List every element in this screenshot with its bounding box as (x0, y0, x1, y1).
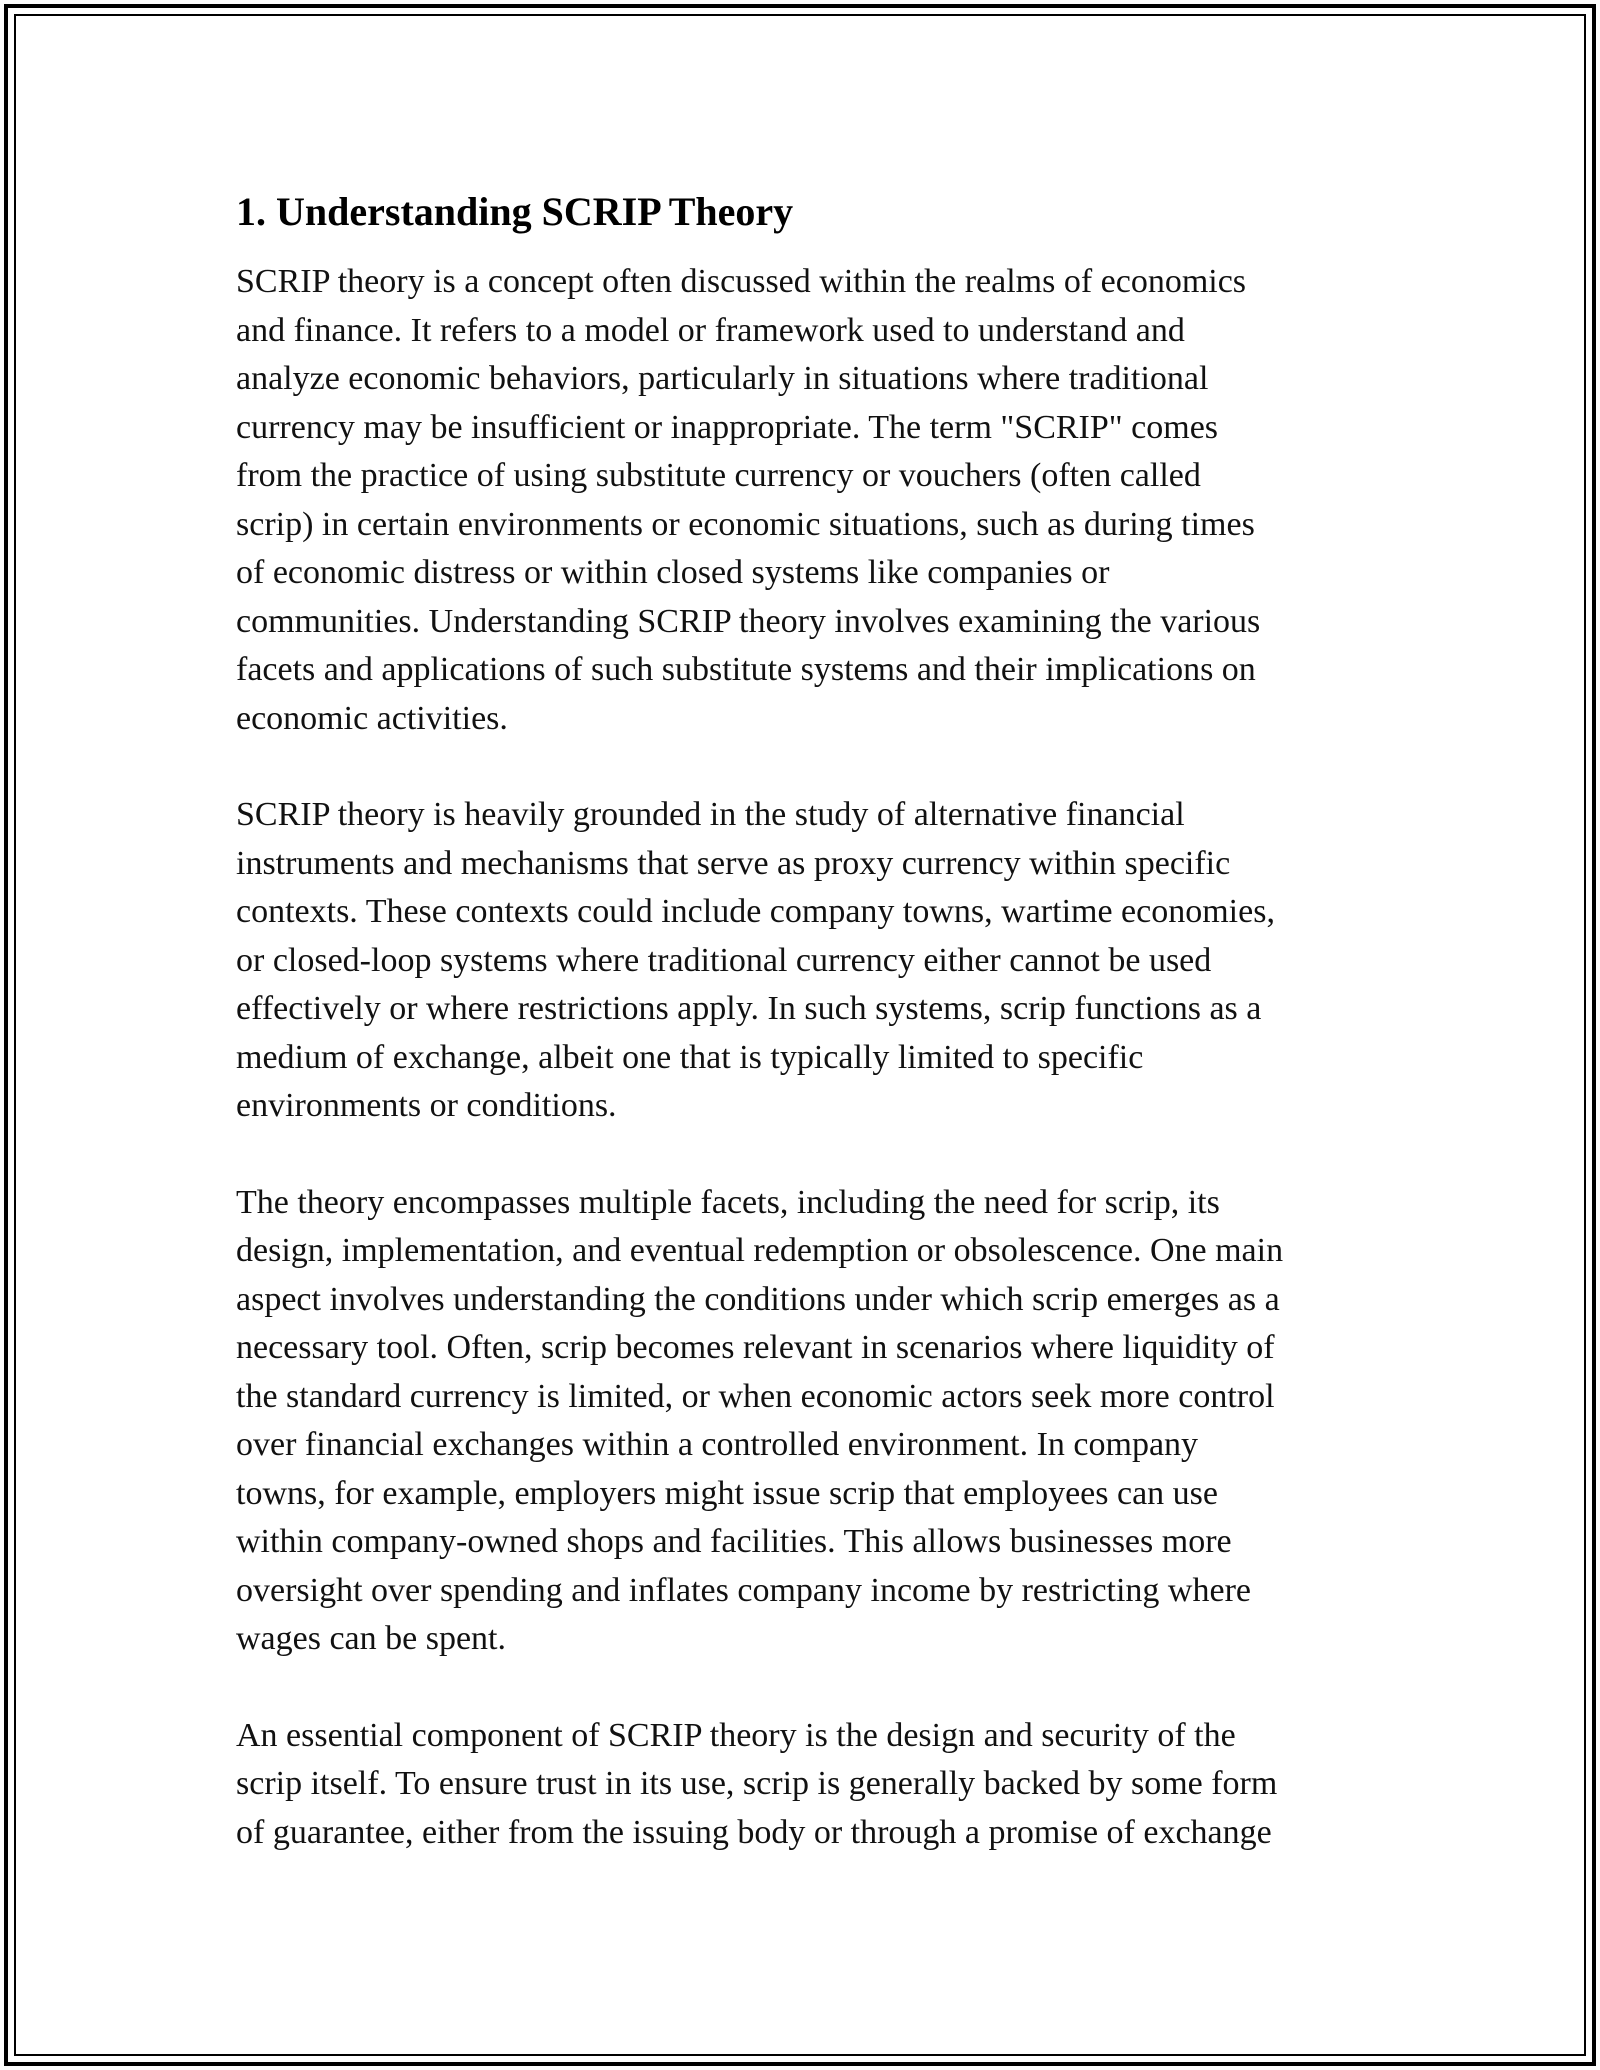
paragraph-3: The theory encompasses multiple facets, including the need for scrip, its design, implementation, and eventual redemption or obsolescence. One main aspect involves understanding the conditions under which scrip emerges as a necessary tool. Often, scrip becomes relevant in scenarios where liquidity of the standard currency is limited, or when economic actors seek more control over financial exchanges within a controlled environment. In company towns, for example, employers might issue scrip that employees can use within company-owned shops and facilities. This allows businesses more oversight over spending and inflates company income by restricting where wages can be spent. (236, 1183, 1284, 1657)
paragraph-2: SCRIP theory is heavily grounded in the study of alternative financial instruments and mechanisms that serve as proxy currency within specific contexts. These contexts could include company towns, wartime economies, or closed-loop systems where traditional currency either cannot be used effectively or where restrictions apply. In such systems, scrip functions as a medium of exchange, albeit one that is typically limited to specific environments or conditions. (236, 796, 1275, 1124)
paragraph-1: SCRIP theory is a concept often discussed within the realms of economics and finance. It refers to a model or framework used to understand and analyze economic behaviors, particularly in situations where traditional currency may be insufficient or inappropriate. The term "SCRIP" comes from the practice of using substitute currency or vouchers (often called scrip) in certain environments or economic situations, such as during times of economic distress or within closed systems like companies or communities. Understanding SCRIP theory involves examining the various facets and applications of such substitute systems and their implications on economic activities. (236, 263, 1261, 737)
section-heading: 1. Understanding SCRIP Theory (236, 189, 794, 234)
document-body (236, 186, 1376, 1905)
paragraph-4: An essential component of SCRIP theory is the design and security of the scrip itself. To ensure trust in its use, scrip is generally backed by some form of guarantee, either from the issuing body or through a promise of exchange (236, 1716, 1278, 1851)
